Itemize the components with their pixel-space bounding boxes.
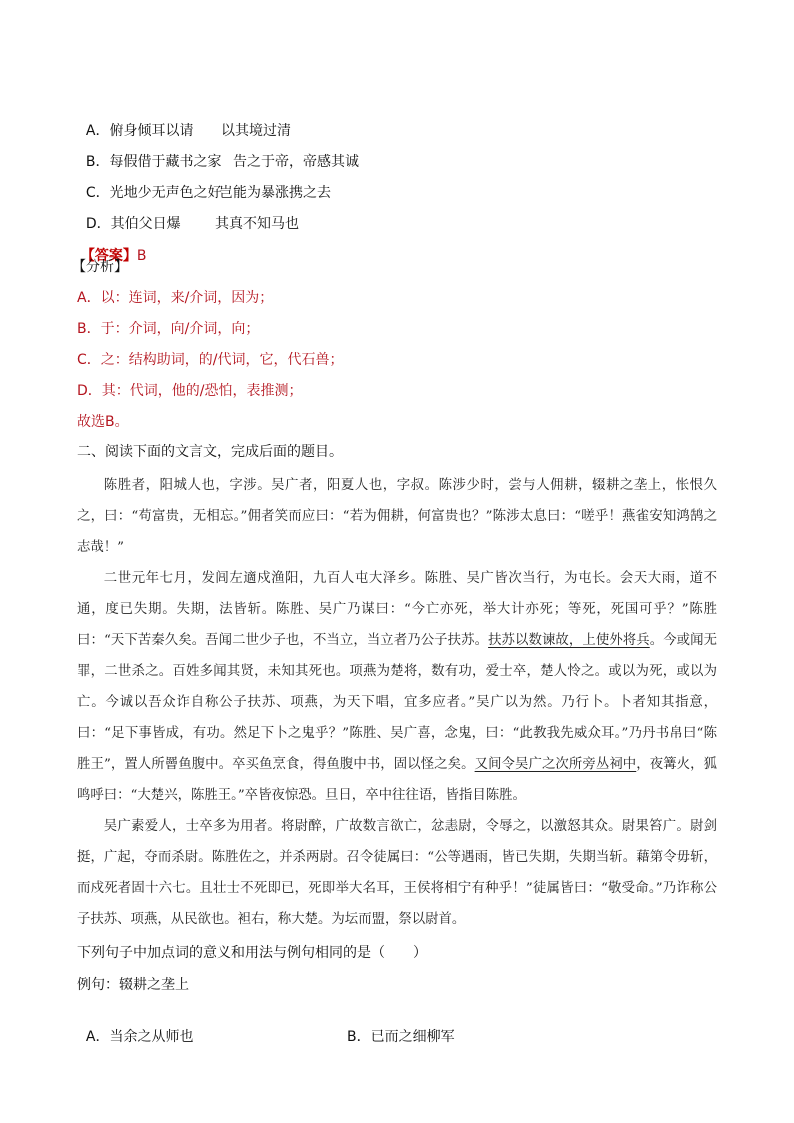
passage-paragraph-2	[77, 563, 717, 811]
passage-paragraph-1: 陈胜者，阳城人也，字涉。吴广者，阳夏人也，字叔。陈涉少时，尝与人佣耕，辍耕之垄上，怅恨久之，曰：“苟富贵，无相忘。”佣者笑而应曰：“若为佣耕，何富贵也？”陈涉太息曰：“嗟乎！燕雀安知鸿鹄之志哉！”	[77, 478, 717, 555]
analysis-b: B．于：介词，向/介词，向；	[77, 321, 260, 337]
option-a-right: 以其境过清	[221, 123, 291, 139]
option2-a: A．当余之从师也	[85, 1029, 194, 1045]
passage	[77, 470, 717, 935]
question-text: 下列句子中加点词的意义和用法与例句相同的是（ ）	[77, 945, 427, 961]
underlined-sentence-2: 又间令吴广之次所旁丛祠中	[474, 757, 637, 772]
underlined-sentence-1: 扶苏以数谏故，上使外将兵	[488, 633, 650, 648]
analysis-d: D．其：代词，他的/恐怕，表推测；	[77, 383, 303, 399]
example-sentence: 例句：辍耕之垄上	[77, 977, 189, 993]
passage-paragraph-3: 吴广素爱人，士卒多为用者。将尉醉，广故数言欲亡，忿恚尉，令辱之，以激怒其众。尉果笞广。尉剑挺，广起，夺而杀尉。陈胜佐之，并杀两尉。召令徒属曰：“公等遇雨，皆已失期，失期当斩。藉第令毋斩，而戍死者固十六七。且壮士不死即已，死即举大名耳，王侯将相宁有种乎！”徒属皆曰：“敬受命。”乃诈称公子扶苏、项燕，从民欲也。袒右，称大楚。为坛而盟，祭以尉首。	[77, 819, 717, 927]
option-c-left: C．光地少无声色之好	[85, 185, 222, 201]
conclusion: 故选B。	[77, 414, 129, 430]
option2-line	[77, 1007, 455, 1047]
analysis-label: 【分析】	[72, 259, 128, 275]
section-title: 二、阅读下面的文言文，完成后面的题目。	[77, 444, 343, 460]
answer-value: B	[136, 248, 147, 264]
option-b-left: B．每假借于藏书之家	[85, 154, 222, 170]
option-d-right: 其真不知马也	[215, 216, 299, 232]
passage-p2-part-a: 二世元年七月，发闾左適戍渔阳，九百人屯大泽乡。陈胜、吴广皆次当行，为屯长。会天大雨，道不通，度已失期。失期，法皆斩。陈胜、吴广乃谋曰：“今亡亦死，举大计亦死；等死，死国可乎？”陈胜曰：“天下苦秦久矣。吾闻二世少子也，不当立，当立者乃公子扶苏。	[77, 571, 717, 648]
analysis-a: A．以：连词，来/介词，因为；	[77, 290, 274, 306]
option2-b: B．已而之细柳军	[347, 1029, 455, 1045]
passage-p2-part-b: 。今或闻无罪，二世杀之。百姓多闻其贤，未知其死也。项燕为楚将，数有功，爱士卒，楚人怜之。或以为死，或以为亡。今诚以吾众诈自称公子扶苏、项燕，为天下唱，宜多应者。”吴广以为然。乃行卜。卜者知其指意，曰：“足下事皆成，有功。然足下卜之鬼乎？”陈胜、吴广喜，念鬼，曰：“此教我先威众耳。”乃丹书帛曰“陈胜王”，置人所罾鱼腹中。卒买鱼烹食，得鱼腹中书，固以怪之矣。	[77, 633, 718, 772]
option-b-right: 告之于帝，帝感其诚	[233, 154, 359, 170]
option-a-left: A．俯身倾耳以请	[85, 123, 194, 139]
answer-label: 【答案】	[80, 248, 137, 264]
analysis-c: C．之：结构助词，的/代词，它，代石兽；	[77, 352, 344, 368]
option-d-left: D．其伯父日爆	[85, 216, 181, 232]
passage-p2-part-c: ，夜篝火，狐鸣呼曰：“大楚兴，陈胜王。”卒皆夜惊恐。旦日，卒中往往语，皆指目陈胜。	[77, 757, 718, 803]
option-c-right: 岂能为暴涨携之去	[219, 185, 331, 201]
